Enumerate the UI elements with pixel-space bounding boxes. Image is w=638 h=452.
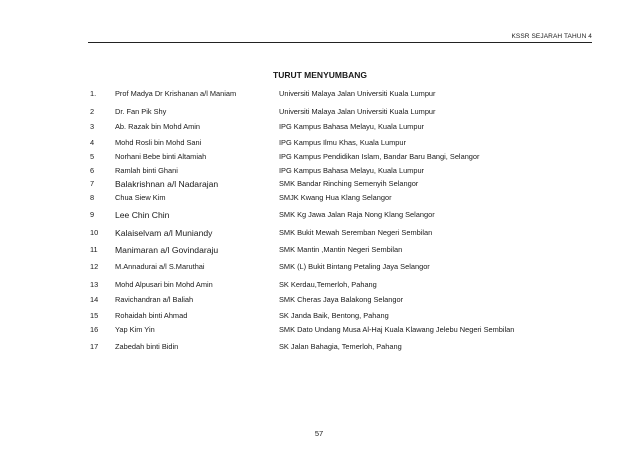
contributor-name: Kalaiselvam a/l Muniandy [115,228,213,238]
list-item [0,325,638,339]
row-number: 13 [90,280,99,289]
row-number: 14 [90,295,99,304]
contributor-name: Dr. Fan Pik Shy [115,107,167,116]
contributor-name: Ramlah binti Ghani [115,166,178,175]
row-number: 4 [90,138,95,147]
contributor-name: Balakrishnan a/l Nadarajan [115,179,219,189]
contributor-institution: SK Jalan Bahagia, Temerloh, Pahang [279,342,402,351]
row-number: 10 [90,228,99,237]
contributor-institution: SK Janda Baik, Bentong, Pahang [279,311,389,320]
list-item [0,166,638,180]
list-item [0,138,638,152]
contributor-institution: Universiti Malaya Jalan Universiti Kuala Lumpur [279,89,436,98]
header-rule [88,42,592,43]
row-number: 6 [90,166,95,175]
contributor-institution: IPG Kampus Pendidikan Islam, Bandar Baru Bangi, Selangor [279,152,480,161]
row-number: 1. [90,89,97,98]
contributor-name: Prof Madya Dr Krishanan a/l Maniam [115,89,237,98]
page-title: TURUT MENYUMBANG [273,70,367,80]
contributor-institution: SMK Kg Jawa Jalan Raja Nong Klang Selangor [279,210,435,219]
row-number: 9 [90,210,95,219]
list-item [0,122,638,136]
contributor-institution: SK Kerdau,Temerloh, Pahang [279,280,377,289]
contributor-institution: IPG Kampus Ilmu Khas, Kuala Lumpur [279,138,406,147]
list-item [0,179,638,193]
row-number: 3 [90,122,95,131]
row-number: 11 [90,245,98,254]
contributor-name: Yap Kim Yin [115,325,155,334]
list-item [0,107,638,121]
list-item [0,152,638,166]
contributor-institution: IPG Kampus Bahasa Melayu, Kuala Lumpur [279,166,425,175]
contributor-name: Mohd Alpusari bin Mohd Amin [115,280,213,289]
contributor-institution: SMK Mantin ,Mantin Negeri Sembilan [279,245,403,254]
contributor-name: Ravichandran a/l Baliah [115,295,194,304]
list-item [0,311,638,325]
row-number: 8 [90,193,95,202]
running-header: KSSR SEJARAH TAHUN 4 [511,33,592,40]
row-number: 17 [90,342,99,351]
contributor-name: Manimaran a/l Govindaraju [115,245,219,255]
row-number: 12 [90,262,99,271]
row-number: 15 [90,311,99,320]
contributor-name: M.Annadurai a/l S.Maruthai [115,262,205,271]
contributor-name: Lee Chin Chin [115,210,170,220]
contributor-name: Norhani Bebe binti Altamiah [115,152,207,161]
row-number: 2 [90,107,95,116]
list-item [0,342,638,356]
contributor-institution: SMK Bukit Mewah Seremban Negeri Sembilan [279,228,433,237]
contributor-institution: SMK Cheras Jaya Balakong Selangor [279,295,404,304]
contributor-name: Ab. Razak bin Mohd Amin [115,122,201,131]
row-number: 7 [90,179,95,188]
list-item [0,280,638,294]
list-item [0,245,638,259]
contributor-name: Rohaidah binti Ahmad [115,311,188,320]
contributor-institution: SMK (L) Bukit Bintang Petaling Jaya Selangor [279,262,430,271]
contributor-name: Mohd Rosli bin Mohd Sani [115,138,202,147]
list-item [0,262,638,276]
row-number: 16 [90,325,99,334]
contributor-institution: SMJK Kwang Hua Klang Selangor [279,193,392,202]
contributor-name: Zabedah binti Bidin [115,342,179,351]
page-number: 57 [314,429,324,438]
contributor-institution: SMK Bandar Rinching Semenyih Selangor [279,179,419,188]
row-number: 5 [90,152,95,161]
list-item [0,193,638,207]
contributor-institution: IPG Kampus Bahasa Melayu, Kuala Lumpur [279,122,425,131]
contributor-name: Chua Siew Kim [115,193,166,202]
list-item [0,89,638,103]
list-item [0,228,638,242]
list-item [0,295,638,309]
contributor-institution: Universiti Malaya Jalan Universiti Kuala Lumpur [279,107,436,116]
list-item [0,210,638,224]
contributor-institution: SMK Dato Undang Musa Al-Haj Kuala Klawang Jelebu Negeri Sembilan [279,325,515,334]
